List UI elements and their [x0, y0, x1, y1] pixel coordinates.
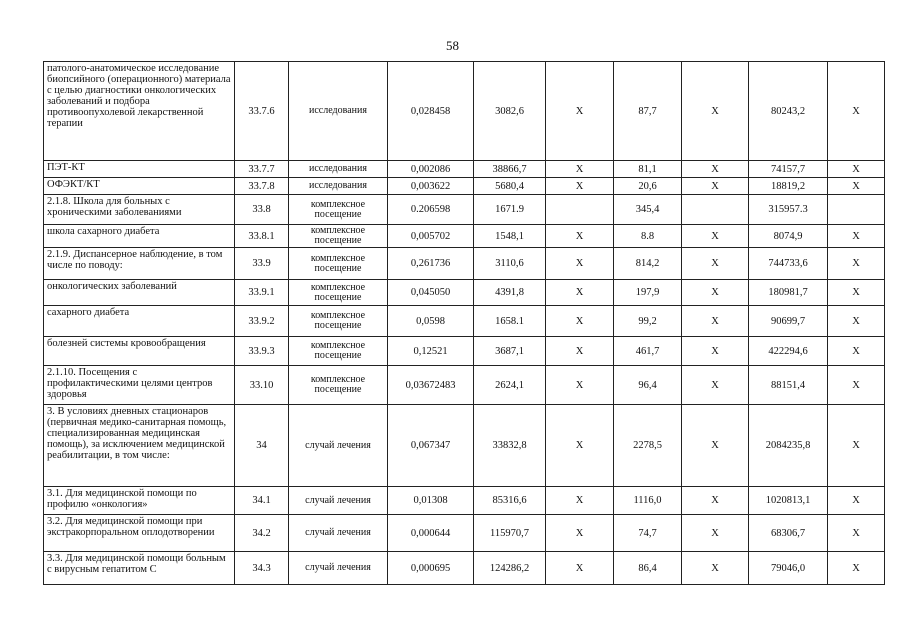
- row-name: онкологических заболеваний: [44, 280, 235, 306]
- row-volume: 99,2: [614, 306, 682, 337]
- row-rate: 0,01308: [388, 487, 474, 515]
- row-cost: 3110,6: [474, 248, 546, 280]
- row-col10: Х: [828, 405, 885, 487]
- row-rate: 0,067347: [388, 405, 474, 487]
- row-name: 2.1.9. Диспансерное наблюдение, в том числе по поводу:: [44, 248, 235, 280]
- row-col8: Х: [682, 178, 749, 195]
- row-col6: Х: [546, 487, 614, 515]
- row-rate: 0,005702: [388, 225, 474, 248]
- row-volume: 87,7: [614, 62, 682, 161]
- data-table: [43, 61, 885, 585]
- row-total: 90699,7: [749, 306, 828, 337]
- row-name: ПЭТ-КТ: [44, 161, 235, 178]
- table-row: [44, 248, 885, 280]
- row-col6: Х: [546, 225, 614, 248]
- row-col10: Х: [828, 280, 885, 306]
- row-cost: 1671.9: [474, 195, 546, 225]
- row-unit: случай лечения: [289, 515, 388, 552]
- row-volume: 81,1: [614, 161, 682, 178]
- row-col10: Х: [828, 515, 885, 552]
- row-col10: Х: [828, 62, 885, 161]
- row-name: школа сахарного диабета: [44, 225, 235, 248]
- row-col8: Х: [682, 248, 749, 280]
- row-name: 3.3. Для медицинской помощи больным с вирусным гепатитом С: [44, 552, 235, 585]
- row-col6: Х: [546, 366, 614, 405]
- row-code: 33.7.6: [235, 62, 289, 161]
- row-unit: случай лечения: [289, 552, 388, 585]
- row-unit: случай лечения: [289, 487, 388, 515]
- row-cost: 3687,1: [474, 337, 546, 366]
- row-col8: Х: [682, 280, 749, 306]
- row-total: 88151,4: [749, 366, 828, 405]
- table-row: [44, 195, 885, 225]
- table-row: [44, 405, 885, 487]
- row-total: 79046,0: [749, 552, 828, 585]
- table-row: [44, 280, 885, 306]
- row-code: 33.7.7: [235, 161, 289, 178]
- row-col8: Х: [682, 337, 749, 366]
- row-cost: 38866,7: [474, 161, 546, 178]
- row-name: сахарного диабета: [44, 306, 235, 337]
- row-col10: Х: [828, 225, 885, 248]
- row-volume: 2278,5: [614, 405, 682, 487]
- row-name: 3. В условиях дневных стационаров (первичная медико-санитарная помощь, специализированная медицинская помощь), за исключением медицинской реабилитации, в том числе:: [44, 405, 235, 487]
- row-volume: 461,7: [614, 337, 682, 366]
- row-total: 74157,7: [749, 161, 828, 178]
- row-unit: комплексное посещение: [289, 337, 388, 366]
- row-unit: комплексное посещение: [289, 248, 388, 280]
- table-row: [44, 366, 885, 405]
- row-name: 3.2. Для медицинской помощи при экстракорпоральном оплодотворении: [44, 515, 235, 552]
- row-col10: Х: [828, 161, 885, 178]
- row-rate: 0,045050: [388, 280, 474, 306]
- row-col8: [682, 195, 749, 225]
- row-cost: 4391,8: [474, 280, 546, 306]
- row-volume: 20,6: [614, 178, 682, 195]
- row-cost: 2624,1: [474, 366, 546, 405]
- row-col8: Х: [682, 306, 749, 337]
- row-unit: исследования: [289, 178, 388, 195]
- row-col6: Х: [546, 248, 614, 280]
- row-col6: Х: [546, 280, 614, 306]
- row-rate: 0,002086: [388, 161, 474, 178]
- row-volume: 1116,0: [614, 487, 682, 515]
- row-total: 68306,7: [749, 515, 828, 552]
- row-unit: исследования: [289, 62, 388, 161]
- row-col8: Х: [682, 405, 749, 487]
- row-cost: 5680,4: [474, 178, 546, 195]
- table-row: [44, 487, 885, 515]
- table-row: [44, 337, 885, 366]
- row-col10: Х: [828, 366, 885, 405]
- page-number: 58: [446, 38, 459, 53]
- row-cost: 3082,6: [474, 62, 546, 161]
- row-code: 33.9: [235, 248, 289, 280]
- row-total: 180981,7: [749, 280, 828, 306]
- row-unit: исследования: [289, 161, 388, 178]
- row-code: 33.10: [235, 366, 289, 405]
- row-col8: Х: [682, 487, 749, 515]
- row-unit: комплексное посещение: [289, 225, 388, 248]
- row-rate: 0,000644: [388, 515, 474, 552]
- row-total: 8074,9: [749, 225, 828, 248]
- row-code: 33.9.2: [235, 306, 289, 337]
- row-code: 34.2: [235, 515, 289, 552]
- row-volume: 345,4: [614, 195, 682, 225]
- table-row: [44, 161, 885, 178]
- row-col6: Х: [546, 552, 614, 585]
- row-name: 3.1. Для медицинской помощи по профилю «онкология»: [44, 487, 235, 515]
- row-name: 2.1.8. Школа для больных с хроническими заболеваниями: [44, 195, 235, 225]
- row-col8: Х: [682, 366, 749, 405]
- row-col10: Х: [828, 337, 885, 366]
- row-cost: 1658.1: [474, 306, 546, 337]
- row-col6: Х: [546, 306, 614, 337]
- row-col10: Х: [828, 306, 885, 337]
- row-total: 2084235,8: [749, 405, 828, 487]
- row-total: 1020813,1: [749, 487, 828, 515]
- table-row: [44, 225, 885, 248]
- row-col6: Х: [546, 178, 614, 195]
- row-code: 33.8: [235, 195, 289, 225]
- row-col8: Х: [682, 225, 749, 248]
- row-col6: Х: [546, 515, 614, 552]
- row-unit: комплексное посещение: [289, 306, 388, 337]
- row-code: 33.8.1: [235, 225, 289, 248]
- row-cost: 1548,1: [474, 225, 546, 248]
- row-volume: 74,7: [614, 515, 682, 552]
- row-rate: 0,0598: [388, 306, 474, 337]
- row-col10: [828, 195, 885, 225]
- row-unit: случай лечения: [289, 405, 388, 487]
- row-col6: Х: [546, 405, 614, 487]
- row-name: патолого-анатомическое исследование биопсийного (операционного) материала с целью диагностики онкологических заболеваний и подбора противоопухолевой лекарственной терапии: [44, 62, 235, 161]
- row-rate: 0,028458: [388, 62, 474, 161]
- row-unit: комплексное посещение: [289, 195, 388, 225]
- row-total: 422294,6: [749, 337, 828, 366]
- table-row: [44, 552, 885, 585]
- row-col8: Х: [682, 161, 749, 178]
- row-code: 34.3: [235, 552, 289, 585]
- row-name: болезней системы кровообращения: [44, 337, 235, 366]
- row-col8: Х: [682, 62, 749, 161]
- row-unit: комплексное посещение: [289, 280, 388, 306]
- row-code: 34: [235, 405, 289, 487]
- table-row: [44, 178, 885, 195]
- row-col10: Х: [828, 552, 885, 585]
- row-total: 80243,2: [749, 62, 828, 161]
- row-rate: 0,261736: [388, 248, 474, 280]
- row-code: 33.9.3: [235, 337, 289, 366]
- row-rate: 0.206598: [388, 195, 474, 225]
- table-row: [44, 515, 885, 552]
- row-rate: 0,03672483: [388, 366, 474, 405]
- row-cost: 85316,6: [474, 487, 546, 515]
- row-code: 33.7.8: [235, 178, 289, 195]
- row-total: 18819,2: [749, 178, 828, 195]
- row-cost: 115970,7: [474, 515, 546, 552]
- row-volume: 197,9: [614, 280, 682, 306]
- row-col6: Х: [546, 337, 614, 366]
- row-col6: Х: [546, 62, 614, 161]
- row-cost: 33832,8: [474, 405, 546, 487]
- row-col6: [546, 195, 614, 225]
- row-code: 34.1: [235, 487, 289, 515]
- row-col8: Х: [682, 515, 749, 552]
- row-volume: 96,4: [614, 366, 682, 405]
- row-unit: комплексное посещение: [289, 366, 388, 405]
- row-total: 315957.3: [749, 195, 828, 225]
- row-volume: 86,4: [614, 552, 682, 585]
- row-total: 744733,6: [749, 248, 828, 280]
- table-row: [44, 306, 885, 337]
- row-name: ОФЭКТ/КТ: [44, 178, 235, 195]
- row-rate: 0,12521: [388, 337, 474, 366]
- row-rate: 0,000695: [388, 552, 474, 585]
- row-volume: 814,2: [614, 248, 682, 280]
- table-row: [44, 62, 885, 161]
- row-volume: 8.8: [614, 225, 682, 248]
- row-cost: 124286,2: [474, 552, 546, 585]
- row-col10: Х: [828, 248, 885, 280]
- row-col6: Х: [546, 161, 614, 178]
- row-rate: 0,003622: [388, 178, 474, 195]
- row-col10: Х: [828, 178, 885, 195]
- row-col8: Х: [682, 552, 749, 585]
- row-name: 2.1.10. Посещения с профилактическими целями центров здоровья: [44, 366, 235, 405]
- row-code: 33.9.1: [235, 280, 289, 306]
- row-col10: Х: [828, 487, 885, 515]
